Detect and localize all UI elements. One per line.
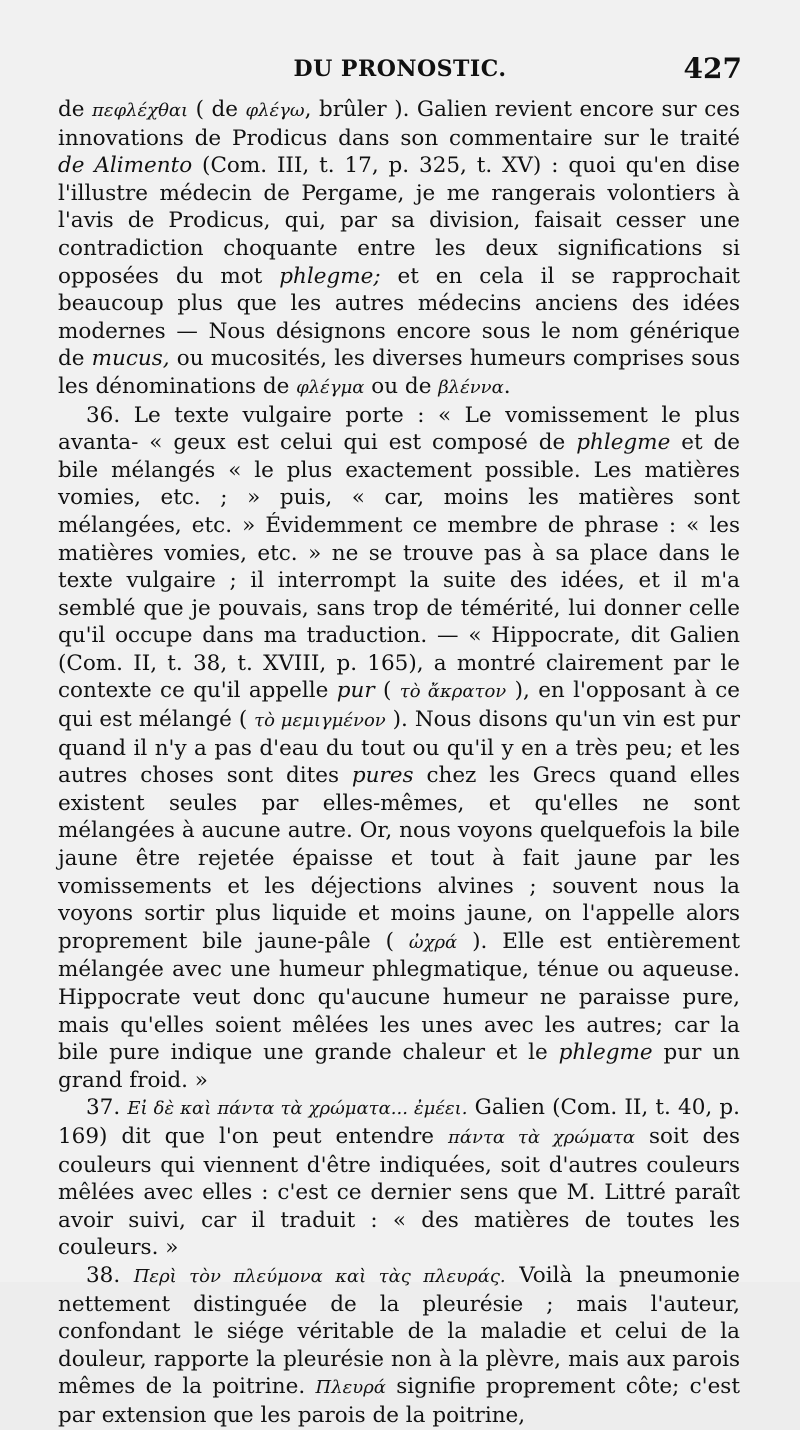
italic-term: pures — [351, 763, 414, 789]
paragraph-continuation — [58, 96, 740, 402]
text-run: 37. — [86, 1095, 128, 1121]
text-run: . — [503, 373, 511, 399]
text-run: signifie proprement côte; c'est par extension que les parois de la poitrine, — [58, 1374, 740, 1428]
text-run: ). Nous disons qu'un vin est pur quand il n'y a pas d'eau du tout ou qu'il y en a très peu; et les autres choses sont dites — [58, 707, 740, 789]
italic-term: phlegme — [558, 1040, 653, 1066]
text-run: ), en l'opposant à ce qui est mélangé ( — [58, 678, 740, 733]
italic-term: phlegme — [576, 430, 671, 456]
text-run: (Com. III, t. 17, p. 325, t. XV) : quoi qu'en dise l'illustre médecin de Pergame, je me rangerais volontiers à l'avis de Prodicus, qui, par sa division, faisait cesser une contradiction choquante entre les deux significations si opposées du mot — [58, 153, 740, 289]
text-run: et en cela il se rapprochait beaucoup plus que les autres médecins anciens des idées modernes — Nous désignons encore sous le nom générique de — [58, 263, 740, 372]
greek-term: Εἰ δὲ καὶ πάντα τὰ χρώματα... ἐμέει. — [127, 1098, 468, 1120]
greek-term: Πλευρά — [315, 1377, 386, 1399]
italic-term: de Alimento — [58, 153, 193, 179]
text-run: soit des couleurs qui viennent d'être indiquées, soit d'autres couleurs mêlées avec elles : c'est ce dernier sens que M. Littré paraît avoir suivi, car il traduit : « des matières de toutes les couleurs. » — [58, 1123, 741, 1261]
greek-term: πάντα τὰ χρώματα — [448, 1126, 636, 1148]
greek-term: Περὶ τὸν πλεύμονα καὶ τὰς πλευράς. — [133, 1265, 506, 1287]
page-number: 427 — [683, 52, 742, 85]
greek-term: τὸ ἄκρατον — [399, 681, 507, 703]
italic-term: pur — [336, 678, 375, 704]
greek-term: βλέννα — [438, 376, 504, 398]
text-run: , brûler ). Galien revient encore sur ces innovations de Prodicus dans son commentaire sur le traité — [58, 97, 740, 151]
body-text — [58, 96, 740, 1430]
text-run: ( de — [188, 97, 246, 122]
note-37 — [58, 1094, 740, 1262]
text-run: ( — [374, 678, 400, 704]
text-run: Voilà la pneumonie nettement distinguée de la pleurésie ; mais l'auteur, confondant le siége véritable de la maladie et celui de la douleur, rapporte la pleurésie non à la plèvre, mais aux parois mêmes de la poitrine. — [58, 1262, 740, 1400]
note-38 — [58, 1262, 740, 1430]
text-run: pur un grand froid. » — [58, 1040, 740, 1093]
greek-term: φλέγμα — [296, 376, 365, 398]
italic-term: phlegme; — [279, 263, 381, 289]
greek-term: τὸ μεμιγμένον — [254, 710, 386, 732]
note-36 — [58, 402, 740, 1095]
text-run: et de bile mélangés « le plus exactement possible. Les matières vomies, etc. ; » puis, « car, moins les matières sont mélangées, etc. » Évidemment ce membre de phrase : « les matières vomies, etc. » ne se trouve pas à sa place dans le texte vulgaire ; il interrompt la suite des idées, et il m'a semblé que je pouvais, sans trop de témérité, lui donner celle qu'il occupe dans ma traduction. — « Hippocrate, dit Galien (Com. II, t. 38, t. XVIII, p. 165), a montré clairement par le contexte ce qu'il appelle — [58, 430, 740, 704]
text-run: ). Elle est entièrement mélangée avec une humeur phlegmatique, ténue ou aqueuse. Hippocrate veut donc qu'aucune humeur ne paraisse pure, mais qu'elles soient mêlées les unes avec les autres; car la bile pure indique une grande chaleur et le — [58, 928, 740, 1066]
text-run: 38. — [86, 1262, 134, 1288]
running-title: DU PRONOSTIC. — [293, 56, 507, 82]
italic-term: mucus, — [91, 346, 170, 372]
greek-term: πεφλέχθαι — [92, 100, 189, 121]
greek-term: φλέγω — [245, 100, 305, 121]
greek-term: ὠχρά — [408, 931, 458, 953]
text-run: ou mucosités, les diverses humeurs comprises sous les dénominations de — [58, 346, 741, 399]
text-run: 36. Le texte vulgaire porte : « Le vomissement le plus avanta- « geux est celui qui est composé de — [58, 402, 740, 456]
text-run: de — [58, 97, 92, 122]
text-run: ou de — [364, 373, 439, 399]
page-header — [60, 52, 740, 88]
text-run: chez les Grecs quand elles existent seules par elles-mêmes, et qu'elles ne sont mélangées à aucune autre. Or, nous voyons quelquefois la bile jaune être rejetée épaisse et tout à fait jaune par les vomissements et les déjections alvines ; souvent nous la voyons sortir plus liquide et moins jaune, on l'appelle alors proprement bile jaune-pâle ( — [58, 763, 740, 954]
text-run: Galien (Com. II, t. 40, p. 169) dit que l'on peut entendre — [58, 1095, 740, 1149]
